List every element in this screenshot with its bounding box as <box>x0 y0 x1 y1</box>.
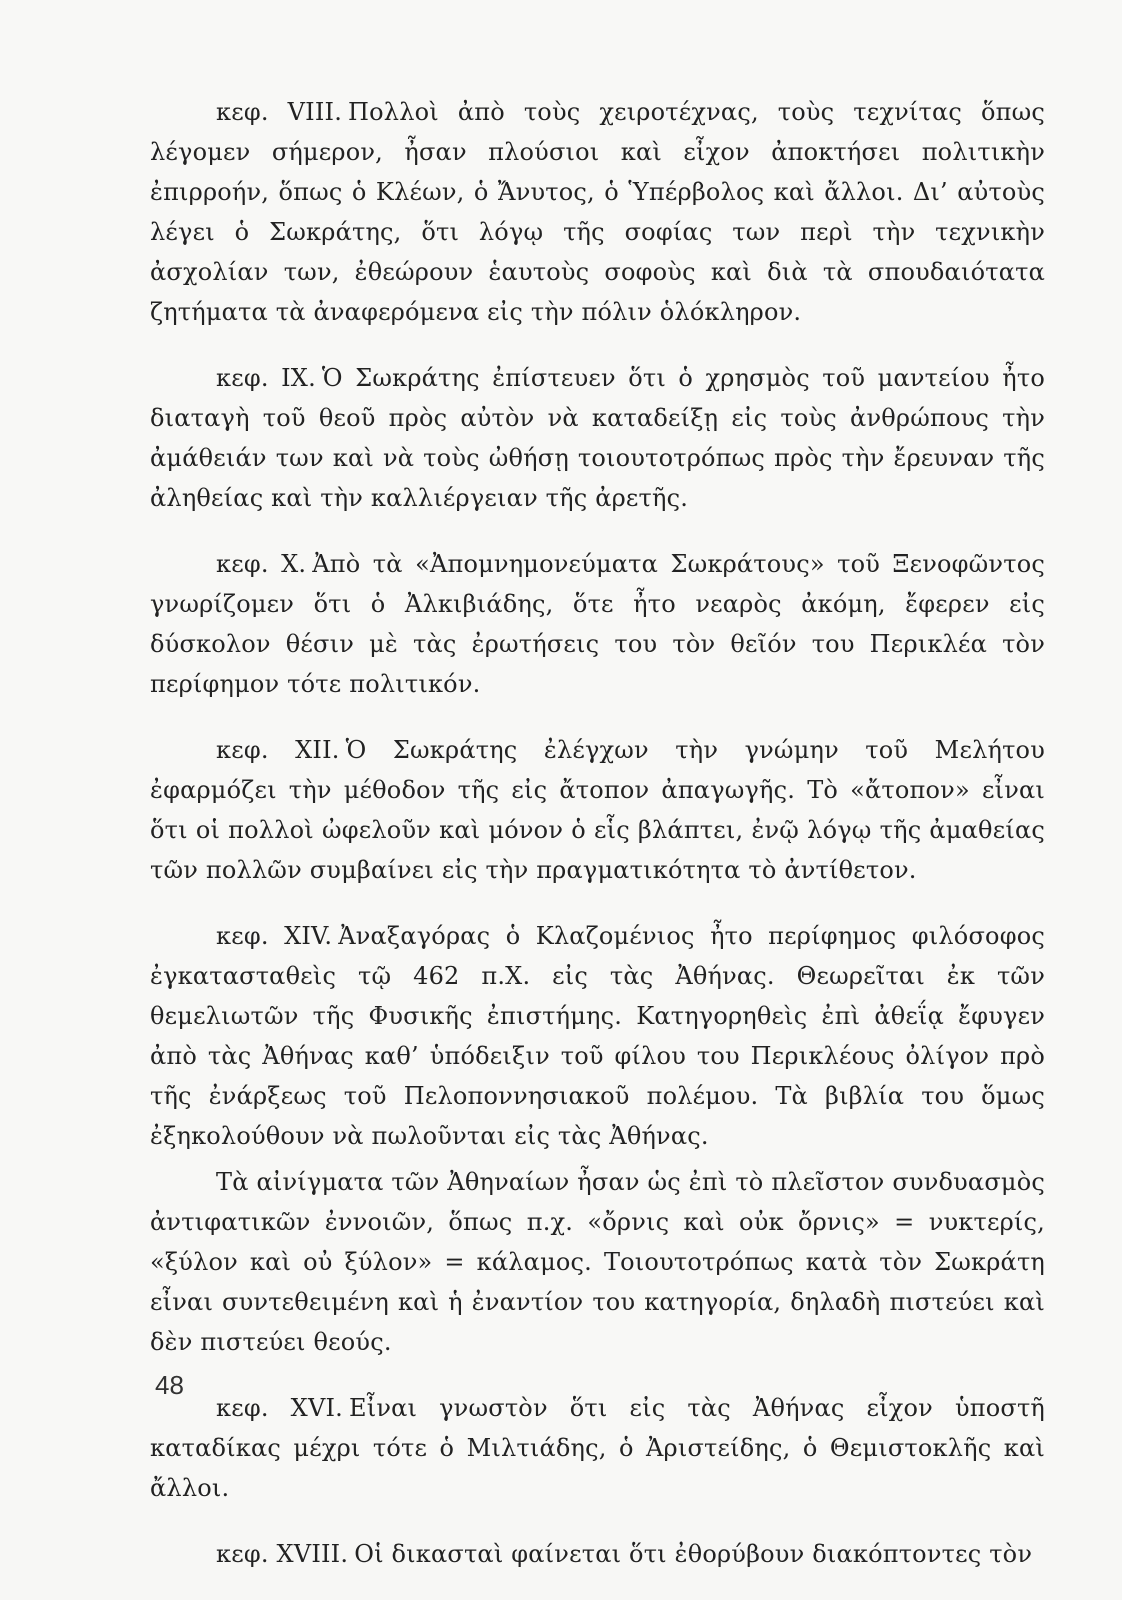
chapter-label: κεφ. XVI. <box>216 1394 343 1422</box>
paragraph-text: Ἀπὸ τὰ «Ἀπομνημονεύματα Σωκράτους» τοῦ Ξενοφῶντος γνωρίζομεν ὅτι ὁ Ἀλκιβιάδης, ὅτε ἦτο νεαρὸς ἀκόμη, ἔφερεν εἰς δύσκολον θέσιν μὲ τὰς ἐρωτήσεις του τὸν θεῖόν του Περικλέα τὸν περίφημον τότε πολιτικόν. <box>150 550 1045 698</box>
paragraph-text: Πολλοὶ ἀπὸ τοὺς χειροτέχνας, τοὺς τεχνίτας ὅπως λέγομεν σήμερον, ἦσαν πλούσιοι καὶ εἶχον ἀποκτήσει πολιτικὴν ἐπιρροήν, ὅπως ὁ Κλέων, ὁ Ἄνυτος, ὁ Ὑπέρβολος καὶ ἄλλοι. Δι’ αὐτοὺς λέγει ὁ Σωκράτης, ὅτι λόγῳ τῆς σοφίας των περὶ τὴν τεχνικὴν ἀσχολίαν των, ἐθεώρουν ἑαυτοὺς σοφοὺς καὶ διὰ τὰ σπουδαιότατα ζητήματα τὰ ἀναφερόμενα εἰς τὴν πόλιν ὁλόκληρον. <box>150 98 1046 326</box>
paragraph-ch-10 <box>150 544 1045 704</box>
paragraph-ch-14 <box>150 916 1045 1156</box>
paragraph-ch-9 <box>150 358 1045 518</box>
chapter-label: κεφ. X. <box>216 550 307 578</box>
chapter-label: κεφ. IX. <box>216 364 316 392</box>
paragraph-riddles <box>150 1162 1045 1362</box>
paragraph-text: Ὁ Σωκράτης ἐπίστευεν ὅτι ὁ χρησμὸς τοῦ μαντείου ἦτο διαταγὴ τοῦ θεοῦ πρὸς αὐτὸν νὰ καταδείξῃ εἰς τοὺς ἀνθρώπους τὴν ἀμάθειάν των καὶ νὰ τοὺς ὠθήσῃ τοιουτοτρόπως πρὸς τὴν ἔρευναν τῆς ἀληθείας καὶ τὴν καλλιέργειαν τῆς ἀρετῆς. <box>150 364 1045 512</box>
paragraph-text: Οἱ δικασταὶ φαίνεται ὅτι ἐθορύβουν διακόπτοντες τὸν <box>354 1540 1033 1568</box>
chapter-label: κεφ. XIV. <box>216 922 333 950</box>
paragraph-ch-16 <box>150 1388 1045 1508</box>
chapter-label: κεφ. VIII. <box>216 98 343 126</box>
paragraph-ch-12 <box>150 730 1045 890</box>
paragraph-text: Τὰ αἰνίγματα τῶν Ἀθηναίων ἦσαν ὡς ἐπὶ τὸ πλεῖστον συνδυασμὸς ἀντιφατικῶν ἐννοιῶν, ὅπως π.χ. «ὄρνις καὶ οὐκ ὄρνις» = νυκτερίς, «ξύλον καὶ οὐ ξύλον» = κάλαμος. Τοιουτοτρόπως κατὰ τὸν Σωκράτη εἶναι συντεθειμένη καὶ ἡ ἐναντίον του κατηγορία, δηλαδὴ πιστεύει καὶ δὲν πιστεύει θεούς. <box>150 1168 1045 1356</box>
chapter-label: κεφ. XVIII. <box>216 1540 349 1568</box>
body-text <box>150 92 1045 1600</box>
paragraph-ch-8 <box>150 92 1045 332</box>
paragraph-text: Ὁ Σωκράτης ἐλέγχων τὴν γνώμην τοῦ Μελήτου ἐφαρμόζει τὴν μέθοδον τῆς εἰς ἄτοπον ἀπαγωγῆς. Τὸ «ἄτοπον» εἶναι ὅτι οἱ πολλοὶ ὠφελοῦν καὶ μόνον ὁ εἷς βλάπτει, ἐνῷ λόγῳ τῆς ἀμαθείας τῶν πολλῶν συμβαίνει εἰς τὴν πραγματικότητα τὸ ἀντίθετον. <box>150 736 1045 884</box>
paragraph-text: Ἀναξαγόρας ὁ Κλαζομένιος ἦτο περίφημος φιλόσοφος ἐγκατασταθεὶς τῷ 462 π.Χ. εἰς τὰς Ἀθήνας. Θεωρεῖται ἐκ τῶν θεμελιωτῶν τῆς Φυσικῆς ἐπιστήμης. Κατηγορηθεὶς ἐπὶ ἀθεΐᾳ ἔφυγεν ἀπὸ τὰς Ἀθήνας καθ’ ὑπόδειξιν τοῦ φίλου του Περικλέους ὀλίγον πρὸ τῆς ἐνάρξεως τοῦ Πελοποννησιακοῦ πολέμου. Τὰ βιβλία του ὅμως ἐξηκολούθουν νὰ πωλοῦνται εἰς τὰς Ἀθήνας. <box>150 922 1045 1150</box>
page-number: 48 <box>155 1370 184 1400</box>
paragraph-text: Εἶναι γνωστὸν ὅτι εἰς τὰς Ἀθήνας εἶχον ὑποστῆ καταδίκας μέχρι τότε ὁ Μιλτιάδης, ὁ Ἀριστείδης, ὁ Θεμιστοκλῆς καὶ ἄλλοι. <box>150 1394 1045 1502</box>
chapter-label: κεφ. XII. <box>216 736 340 764</box>
paragraph-ch-18 <box>150 1534 1045 1574</box>
